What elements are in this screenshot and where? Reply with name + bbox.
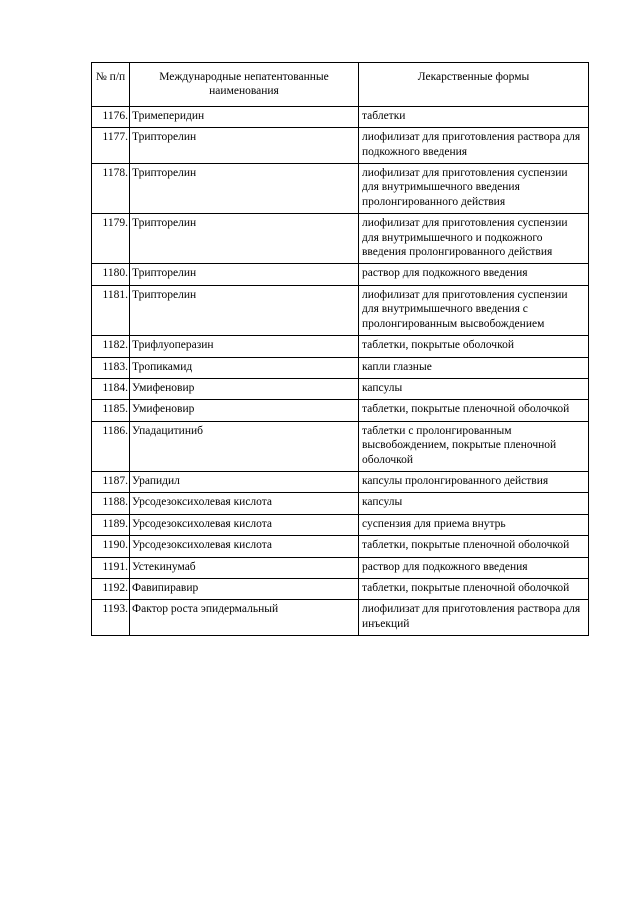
row-number: 1191. xyxy=(92,557,130,578)
row-number: 1187. xyxy=(92,471,130,492)
drug-name: Урапидил xyxy=(130,471,359,492)
dosage-form: капсулы пролонгированного действия xyxy=(359,471,589,492)
dosage-form: таблетки с пролонгированным высвобождением, покрытые пленочной оболочкой xyxy=(359,421,589,471)
header-number: № п/п xyxy=(92,63,130,107)
dosage-form: лиофилизат для приготовления раствора для инъекций xyxy=(359,600,589,636)
row-number: 1182. xyxy=(92,336,130,357)
drug-name: Трипторелин xyxy=(130,128,359,164)
drug-name: Умифеновир xyxy=(130,378,359,399)
drug-name: Трипторелин xyxy=(130,264,359,285)
drug-name: Трипторелин xyxy=(130,285,359,335)
table-row xyxy=(92,421,589,471)
table-row xyxy=(92,600,589,636)
medication-table xyxy=(91,62,589,636)
table-row xyxy=(92,357,589,378)
table-row xyxy=(92,514,589,535)
dosage-form: суспензия для приема внутрь xyxy=(359,514,589,535)
dosage-form: капли глазные xyxy=(359,357,589,378)
table-row xyxy=(92,536,589,557)
dosage-form: таблетки, покрытые пленочной оболочкой xyxy=(359,578,589,599)
row-number: 1177. xyxy=(92,128,130,164)
dosage-form: таблетки xyxy=(359,106,589,127)
drug-name: Упадацитиниб xyxy=(130,421,359,471)
drug-name: Тропикамид xyxy=(130,357,359,378)
table-header xyxy=(92,63,589,107)
table-row xyxy=(92,400,589,421)
header-dosage-forms: Лекарственные формы xyxy=(359,63,589,107)
row-number: 1193. xyxy=(92,600,130,636)
row-number: 1192. xyxy=(92,578,130,599)
table-row xyxy=(92,336,589,357)
table-row xyxy=(92,471,589,492)
table-row xyxy=(92,128,589,164)
header-row xyxy=(92,63,589,107)
row-number: 1184. xyxy=(92,378,130,399)
dosage-form: капсулы xyxy=(359,378,589,399)
dosage-form: лиофилизат для приготовления раствора для подкожного введения xyxy=(359,128,589,164)
row-number: 1183. xyxy=(92,357,130,378)
row-number: 1188. xyxy=(92,493,130,514)
table-row xyxy=(92,214,589,264)
table-row xyxy=(92,557,589,578)
drug-name: Умифеновир xyxy=(130,400,359,421)
row-number: 1179. xyxy=(92,214,130,264)
drug-name: Устекинумаб xyxy=(130,557,359,578)
drug-name: Трифлуоперазин xyxy=(130,336,359,357)
table-row xyxy=(92,106,589,127)
dosage-form: лиофилизат для приготовления суспензии для внутримышечного введения пролонгированного действия xyxy=(359,164,589,214)
dosage-form: раствор для подкожного введения xyxy=(359,557,589,578)
table-body xyxy=(92,106,589,635)
table-row xyxy=(92,493,589,514)
row-number: 1178. xyxy=(92,164,130,214)
row-number: 1176. xyxy=(92,106,130,127)
drug-name: Урсодезоксихолевая кислота xyxy=(130,536,359,557)
drug-name: Фактор роста эпидермальный xyxy=(130,600,359,636)
drug-name: Трипторелин xyxy=(130,214,359,264)
dosage-form: капсулы xyxy=(359,493,589,514)
row-number: 1185. xyxy=(92,400,130,421)
dosage-form: раствор для подкожного введения xyxy=(359,264,589,285)
dosage-form: таблетки, покрытые пленочной оболочкой xyxy=(359,536,589,557)
row-number: 1189. xyxy=(92,514,130,535)
table-row xyxy=(92,578,589,599)
table-row xyxy=(92,285,589,335)
dosage-form: таблетки, покрытые пленочной оболочкой xyxy=(359,400,589,421)
drug-name: Трипторелин xyxy=(130,164,359,214)
table-row xyxy=(92,264,589,285)
row-number: 1190. xyxy=(92,536,130,557)
header-inn-names: Международные непатентованные наименования xyxy=(130,63,359,107)
dosage-form: лиофилизат для приготовления суспензии для внутримышечного и подкожного введения пролонгированного действия xyxy=(359,214,589,264)
drug-name: Урсодезоксихолевая кислота xyxy=(130,493,359,514)
drug-name: Фавипиравир xyxy=(130,578,359,599)
drug-name: Урсодезоксихолевая кислота xyxy=(130,514,359,535)
row-number: 1180. xyxy=(92,264,130,285)
dosage-form: таблетки, покрытые оболочкой xyxy=(359,336,589,357)
drug-name: Тримеперидин xyxy=(130,106,359,127)
table-row xyxy=(92,164,589,214)
table-row xyxy=(92,378,589,399)
dosage-form: лиофилизат для приготовления суспензии для внутримышечного введения с пролонгированным высвобождением xyxy=(359,285,589,335)
row-number: 1181. xyxy=(92,285,130,335)
row-number: 1186. xyxy=(92,421,130,471)
